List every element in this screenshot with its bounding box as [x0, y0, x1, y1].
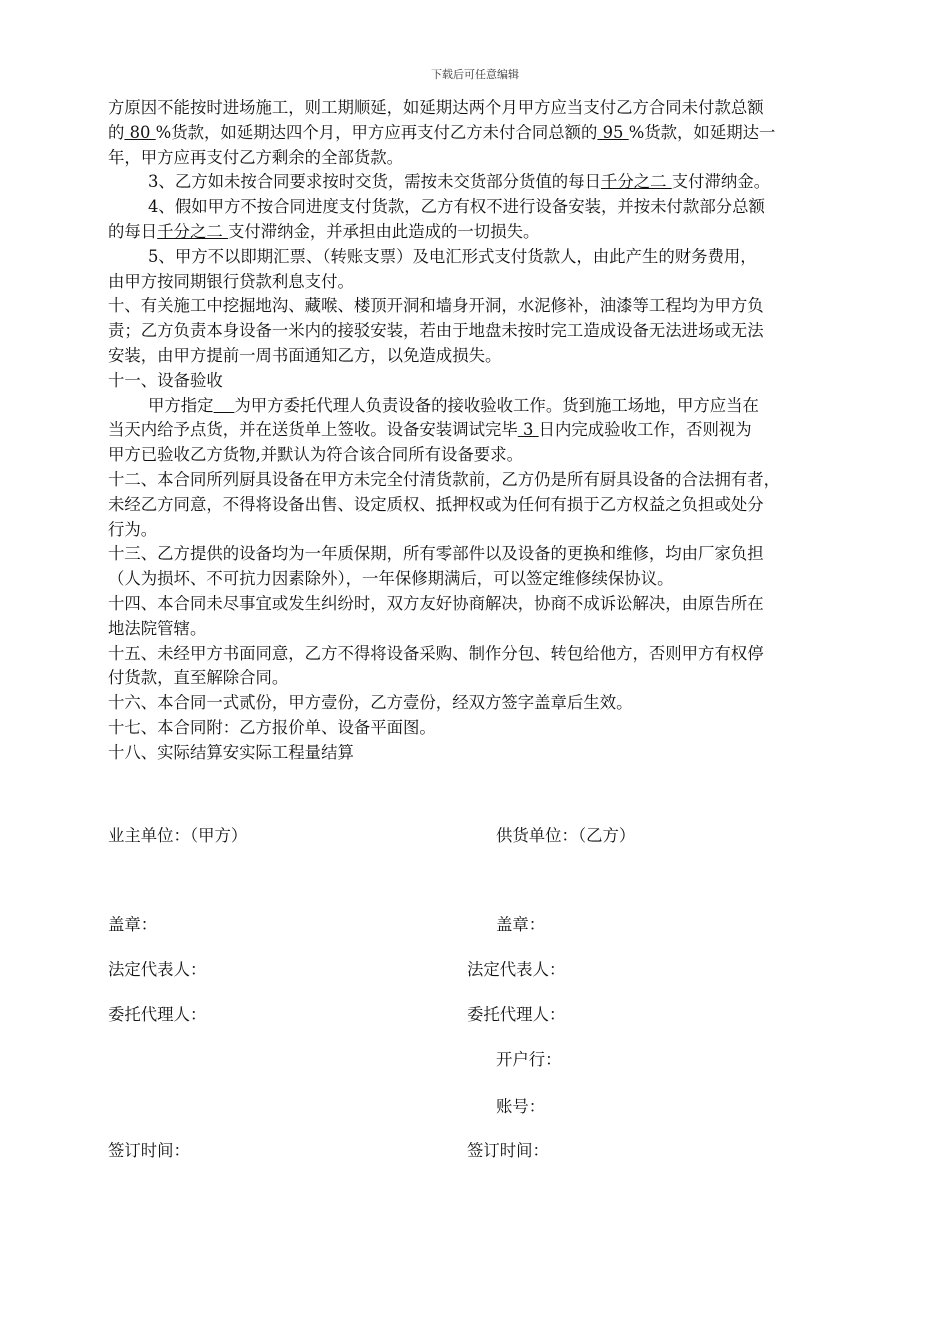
late-fee-rate: 千分之二: [157, 221, 228, 241]
party-a-sign-date: 签订时间：: [108, 1141, 190, 1160]
section-17: 十七、本合同附：乙方报价单、设备平面图。: [108, 717, 436, 737]
party-b-sign-date: 签订时间：: [467, 1141, 549, 1160]
party-a-agent: 委托代理人：: [108, 1005, 207, 1024]
section-15-line-1: 十五、未经甲方书面同意，乙方不得将设备采购、制作分包、转包给他方，否则甲方有权停: [108, 643, 764, 663]
clause-3: 3、乙方如未按合同要求按时交货，需按未交货部分货值的每日千分之二 支付滞纳金。: [148, 172, 771, 192]
payment-line-3: 年，甲方应再支付乙方剩余的全部货款。: [108, 147, 404, 167]
contract-body: [108, 96, 888, 766]
party-a-label: 业主单位：（甲方）: [108, 826, 248, 845]
party-b-legal-rep: 法定代表人：: [467, 960, 566, 979]
clause-5-line-2: 由甲方按同期银行贷款利息支付。: [108, 271, 354, 291]
section-12-line-2: 未经乙方同意，不得将设备出售、设定质权、抵押权或为任何有损于乙方权益之负担或处分: [108, 494, 764, 514]
section-10-line-2: 责；乙方负责本身设备一米内的接驳安装，若由于地盘未按时完工造成设备无法进场或无法: [108, 321, 764, 341]
party-b-agent: 委托代理人：: [467, 1005, 566, 1024]
section-16: 十六、本合同一式贰份，甲方壹份，乙方壹份，经双方签字盖章后生效。: [108, 693, 633, 713]
bank-label: 开户行：: [496, 1050, 562, 1069]
section-11-line-2: 当天内给予点货，并在送货单上签收。设备安装调试完毕 3 日内完成验收工作，否则视为: [108, 420, 752, 440]
account-label: 账号：: [496, 1097, 546, 1116]
payment-line-2: 的 80 %货款，如延期达四个月，甲方应再支付乙方未付合同总额的 95 %货款，如延期达一: [108, 122, 776, 142]
page-header: 下载后可任意编辑: [431, 68, 519, 81]
section-10-line-1: 十、有关施工中挖掘地沟、藏喉、楼顶开洞和墙身开洞，水泥修补，油漆等工程均为甲方负: [108, 296, 764, 316]
section-13-line-2: （人为损坏、不可抗力因素除外），一年保修期满后，可以签定维修续保协议。: [108, 569, 674, 589]
clause-5-line-1: 5、甲方不以即期汇票、（转账支票）及电汇形式支付货款人，由此产生的财务费用，: [148, 246, 757, 266]
late-fee-rate: 千分之二: [600, 172, 672, 192]
agent-name-blank: [214, 396, 235, 415]
party-a-seal: 盖章：: [108, 915, 158, 934]
section-12-line-1: 十二、本合同所列厨具设备在甲方未完全付清货款前，乙方仍是所有厨具设备的合法拥有者，: [108, 469, 781, 489]
section-18: 十八、实际结算安实际工程量结算: [108, 742, 354, 762]
section-14-line-2: 地法院管辖。: [108, 618, 207, 638]
section-11-line-1: 甲方指定 为甲方委托代理人负责设备的接收验收工作。货到施工场地，甲方应当在: [148, 395, 759, 415]
payment-line-1: 方原因不能按时进场施工，则工期顺延，如延期达两个月甲方应当支付乙方合同未付款总额: [108, 98, 764, 117]
clause-4-line-1: 4、假如甲方不按合同进度支付货款，乙方有权不进行设备安装，并按未付款部分总额: [148, 197, 765, 217]
acceptance-days-blank: 3: [517, 420, 539, 440]
percent-95-blank: 95: [597, 122, 629, 142]
section-12-line-3: 行为。: [108, 519, 158, 539]
section-11-title: 十一、设备验收: [108, 370, 223, 390]
section-15-line-2: 付货款，直至解除合同。: [108, 668, 289, 688]
section-13-line-1: 十三、乙方提供的设备均为一年质保期，所有零部件以及设备的更换和维修，均由厂家负担: [108, 544, 764, 564]
section-11-line-3: 甲方已验收乙方货物,并默认为符合该合同所有设备要求。: [108, 445, 523, 465]
party-b-seal: 盖章：: [496, 915, 546, 934]
party-a-legal-rep: 法定代表人：: [108, 960, 207, 979]
section-14-line-1: 十四、本合同未尽事宜或发生纠纷时，双方友好协商解决，协商不成诉讼解决，由原告所在: [108, 593, 764, 613]
party-b-label: 供货单位：（乙方）: [496, 826, 636, 845]
percent-80-blank: 80: [124, 122, 156, 142]
section-10-line-3: 安装，由甲方提前一周书面通知乙方，以免造成损失。: [108, 345, 502, 365]
clause-4-line-2: 的每日千分之二 支付滞纳金，并承担由此造成的一切损失。: [108, 221, 540, 241]
